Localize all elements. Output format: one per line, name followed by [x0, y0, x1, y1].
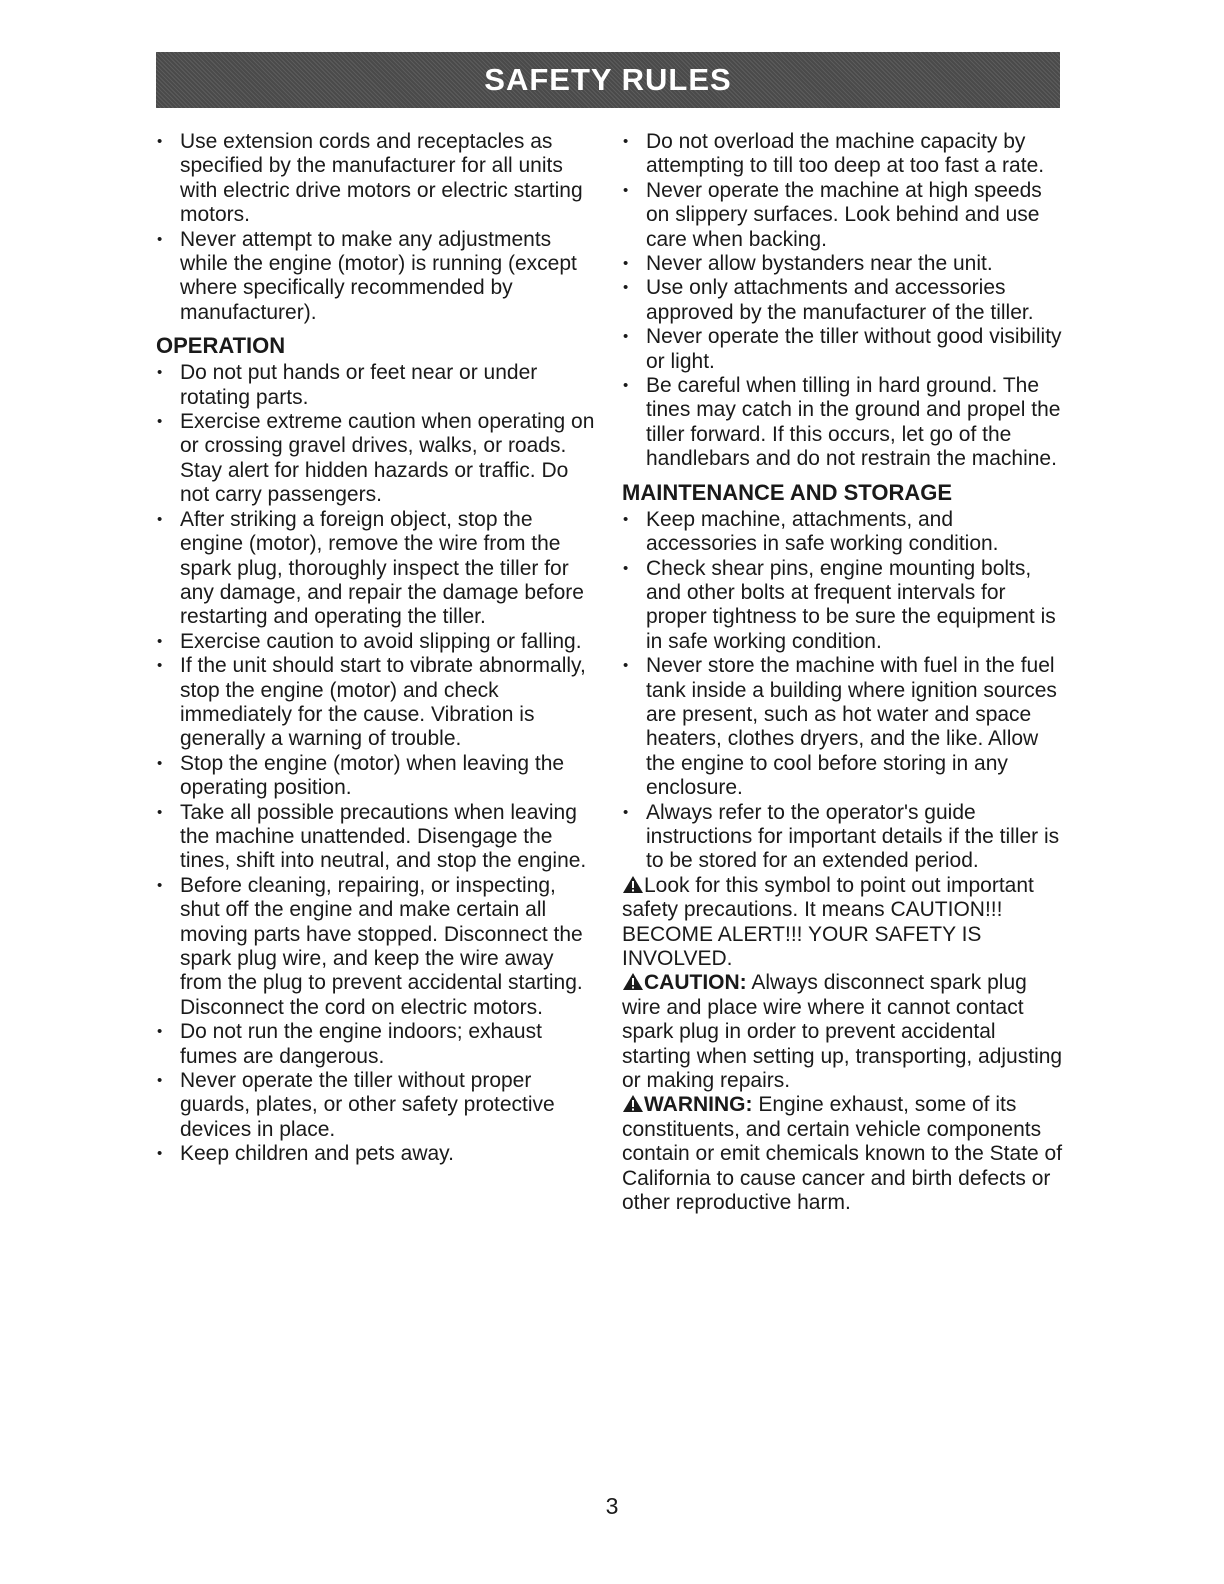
left-column	[156, 130, 598, 1167]
page-title: SAFETY RULES	[484, 62, 732, 97]
general-rules-list	[156, 130, 598, 325]
operation-rules-list-continued	[622, 130, 1067, 472]
list-item: • Before cleaning, repairing, or inspecting, shut off the engine and make certain all moving parts have stopped. Disconnect the spark plug wire, and keep the wire away from the plug to prevent accidental starting. Disconnect the cord on electric motors.	[156, 874, 598, 1020]
list-item: • Be careful when tilling in hard ground. The tines may catch in the ground and propel the tiller forward. If this occurs, let go of the handlebars and do not restrain the machine.	[622, 374, 1067, 472]
list-item: • Use extension cords and receptacles as specified by the manufacturer for all units with electric drive motors or electric starting motors.	[156, 130, 598, 228]
operation-rules-list	[156, 361, 598, 1166]
page-number: 3	[605, 1493, 619, 1519]
caution-text: Always disconnect spark plug wire and place wire where it cannot contact spark plug in order to prevent accidental starting when setting up, transporting, adjusting or making repairs.	[622, 971, 1063, 1093]
caution-label: CAUTION:	[644, 971, 747, 995]
list-item: • Keep children and pets away.	[156, 1142, 598, 1166]
list-item: • Never operate the machine at high speeds on slippery surfaces. Look behind and use care when backing.	[622, 179, 1067, 252]
list-item: • If the unit should start to vibrate abnormally, stop the engine (motor) and check immediately for the cause. Vibration is generally a warning of trouble.	[156, 654, 598, 752]
caution-notice	[622, 971, 1067, 1093]
list-item: • Do not overload the machine capacity by attempting to till too deep at too fast a rate.	[622, 130, 1067, 179]
section-banner	[156, 52, 1060, 108]
warning-triangle-icon	[622, 972, 644, 991]
operation-heading: OPERATION	[156, 333, 286, 359]
list-item: • Exercise extreme caution when operating on or crossing gravel drives, walks, or roads. Stay alert for hidden hazards or traffic. Do not carry passengers.	[156, 410, 598, 508]
list-item: • Never operate the tiller without proper guards, plates, or other safety protective devices in place.	[156, 1069, 598, 1142]
warning-text: Engine exhaust, some of its constituents, and certain vehicle components contain or emit chemicals known to the State of California to cause cancer and birth defects or other reproductive harm.	[622, 1093, 1063, 1215]
list-item: • Never attempt to make any adjustments while the engine (motor) is running (except where specifically recommended by manufacturer).	[156, 228, 598, 326]
warning-triangle-icon	[622, 1094, 644, 1113]
warning-label: WARNING:	[644, 1093, 753, 1117]
list-item: • Stop the engine (motor) when leaving the operating position.	[156, 752, 598, 801]
list-item: • Never allow bystanders near the unit.	[622, 252, 1067, 276]
symbol-notice	[622, 874, 1067, 972]
right-column	[622, 130, 1067, 1215]
list-item: • Take all possible precautions when leaving the machine unattended. Disengage the tines, shift into neutral, and stop the engine.	[156, 801, 598, 874]
list-item: • Keep machine, attachments, and accessories in safe working condition.	[622, 508, 1067, 557]
warning-notice	[622, 1093, 1067, 1215]
list-item: • Check shear pins, engine mounting bolts, and other bolts at frequent intervals for proper tightness to be sure the equipment is in safe working condition.	[622, 557, 1067, 655]
list-item: • Never operate the tiller without good visibility or light.	[622, 325, 1067, 374]
list-item: • Exercise caution to avoid slipping or falling.	[156, 630, 598, 654]
list-item: • After striking a foreign object, stop the engine (motor), remove the wire from the spark plug, thoroughly inspect the tiller for any damage, and repair the damage before restarting and operating the tiller.	[156, 508, 598, 630]
list-item: • Never store the machine with fuel in the fuel tank inside a building where ignition sources are present, such as hot water and space heaters, clothes dryers, and the like. Allow the engine to cool before storing in any enclosure.	[622, 654, 1067, 800]
list-item: • Use only attachments and accessories approved by the manufacturer of the tiller.	[622, 276, 1067, 325]
list-item: • Do not put hands or feet near or under rotating parts.	[156, 361, 598, 410]
maintenance-heading: MAINTENANCE AND STORAGE	[622, 479, 953, 505]
symbol-notice-text: Look for this symbol to point out important safety precautions. It means CAUTION!!! BECOME ALERT!!! YOUR SAFETY IS INVOLVED.	[622, 873, 1034, 970]
list-item: • Do not run the engine indoors; exhaust fumes are dangerous.	[156, 1020, 598, 1069]
warning-triangle-icon	[622, 875, 644, 894]
maintenance-rules-list	[622, 508, 1067, 874]
list-item: • Always refer to the operator's guide instructions for important details if the tiller is to be stored for an extended period.	[622, 801, 1067, 874]
